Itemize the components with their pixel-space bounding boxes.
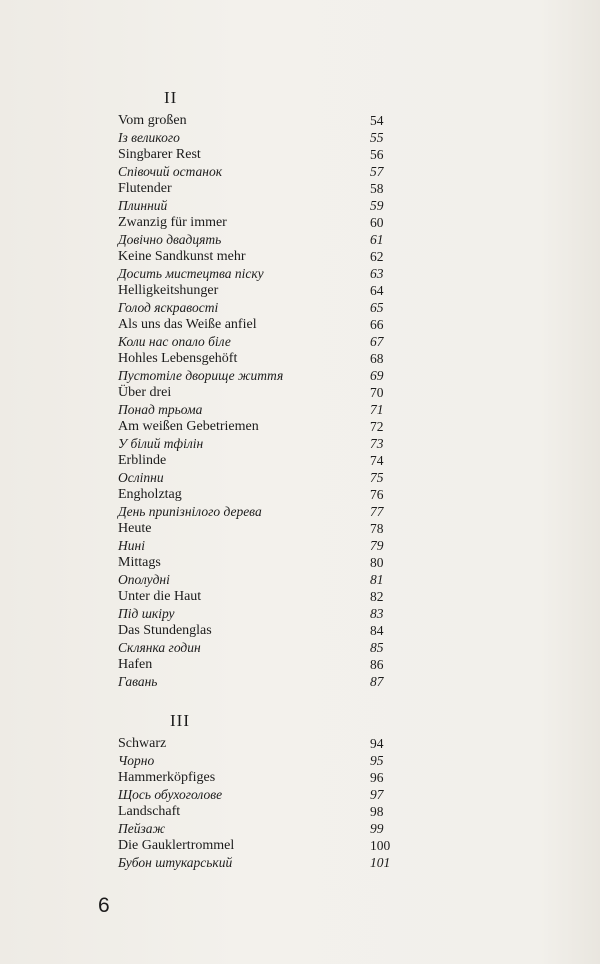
toc-entry: [118, 333, 398, 350]
toc-entry-page: 79: [370, 538, 384, 553]
section-heading-ii: II: [164, 88, 178, 107]
toc-entry-title: Щось обухоголове: [118, 787, 223, 802]
toc-entry-title: День припізнілого дерева: [118, 504, 262, 519]
toc-entry-page: 55: [370, 130, 384, 145]
toc-entry-page: 83: [370, 606, 384, 621]
toc-entry-title: Keine Sandkunst mehr: [118, 249, 246, 264]
toc-entry: [118, 384, 398, 401]
page-number: 6: [98, 894, 110, 917]
toc-entry-page: 76: [370, 487, 384, 502]
toc-entry-title: Коли нас опало біле: [118, 334, 231, 349]
toc-entry-page: 69: [370, 368, 384, 383]
toc-entry: [118, 282, 398, 299]
toc-entry: [118, 854, 398, 871]
toc-entry: [118, 656, 398, 673]
toc-entry-page: 63: [370, 266, 384, 281]
toc-entry-page: 85: [370, 640, 384, 655]
toc-entry-title: Ополудні: [118, 572, 170, 587]
toc-entry-title: Vom großen: [118, 113, 187, 128]
toc-entry: [118, 752, 398, 769]
toc-entry-title: Співочий останок: [118, 164, 223, 179]
toc-entry-page: 82: [370, 589, 384, 604]
toc-entry-page: 99: [370, 821, 384, 836]
toc-list-section-ii: [118, 112, 398, 690]
toc-entry: [118, 299, 398, 316]
toc-entry-title: Hohles Lebensgehöft: [118, 351, 238, 366]
toc-entry-title: Плинний: [118, 198, 168, 213]
toc-entry-title: Das Stundenglas: [118, 623, 212, 638]
toc-entry: [118, 786, 398, 803]
toc-entry: [118, 520, 398, 537]
toc-entry-page: 73: [370, 436, 384, 451]
toc-entry: [118, 537, 398, 554]
toc-entry-page: 59: [370, 198, 384, 213]
toc-entry-title: Erblinde: [118, 453, 167, 468]
toc-entry: [118, 418, 398, 435]
toc-entry: [118, 214, 398, 231]
toc-entry-page: 95: [370, 753, 384, 768]
toc-entry-title: Mittags: [118, 555, 161, 570]
toc-entry-title: Über drei: [118, 385, 172, 400]
toc-entry-title: Zwanzig für immer: [118, 215, 227, 230]
toc-entry-page: 78: [370, 521, 384, 536]
toc-entry-title: Schwarz: [118, 736, 167, 751]
toc-entry-title: Unter die Haut: [118, 589, 202, 604]
toc-entry: [118, 469, 398, 486]
toc-entry: [118, 248, 398, 265]
toc-entry-page: 87: [370, 674, 384, 689]
toc-entry-title: Бубон штукарський: [118, 855, 233, 870]
toc-entry-page: 58: [370, 181, 384, 196]
toc-entry-page: 97: [370, 787, 384, 802]
toc-entry-title: У білий тфілін: [118, 436, 204, 451]
toc-entry: [118, 820, 398, 837]
toc-entry-page: 56: [370, 147, 384, 162]
toc-entry: [118, 735, 398, 752]
toc-entry: [118, 129, 398, 146]
toc-entry-page: 77: [370, 504, 384, 519]
toc-entry-title: Hafen: [118, 657, 153, 672]
toc-entry-page: 86: [370, 657, 384, 672]
toc-entry-page: 80: [370, 555, 384, 570]
toc-entry: [118, 503, 398, 520]
toc-entry: [118, 571, 398, 588]
toc-entry-title: Landschaft: [118, 804, 181, 819]
toc-entry: [118, 163, 398, 180]
toc-entry: [118, 452, 398, 469]
toc-entry-title: Engholztag: [118, 487, 182, 502]
toc-entry: [118, 639, 398, 656]
toc-entry-page: 60: [370, 215, 384, 230]
toc-entry-page: 100: [370, 838, 391, 853]
toc-entry: [118, 112, 398, 129]
toc-entry-page: 72: [370, 419, 384, 434]
toc-entry-title: Голод яскравості: [118, 300, 219, 315]
toc-entry-page: 57: [370, 164, 384, 179]
toc-entry-page: 74: [370, 453, 384, 468]
toc-entry-title: Am weißen Gebetriemen: [118, 419, 259, 434]
toc-entry-title: Singbarer Rest: [118, 147, 201, 162]
toc-entry-page: 71: [370, 402, 384, 417]
toc-entry: [118, 803, 398, 820]
toc-list-section-iii: [118, 735, 398, 871]
toc-entry-page: 84: [370, 623, 384, 638]
toc-entry: [118, 769, 398, 786]
toc-entry-page: 65: [370, 300, 384, 315]
toc-entry-title: Гавань: [118, 674, 158, 689]
toc-entry: [118, 588, 398, 605]
toc-entry: [118, 316, 398, 333]
toc-entry-title: Чорно: [118, 753, 155, 768]
toc-entry-page: 66: [370, 317, 384, 332]
toc-entry-title: Довічно двадцять: [118, 232, 222, 247]
toc-entry-title: Helligkeitshunger: [118, 283, 219, 298]
toc-entry: [118, 265, 398, 282]
toc-entry: [118, 146, 398, 163]
toc-entry-page: 75: [370, 470, 384, 485]
toc-entry: [118, 231, 398, 248]
toc-entry-page: 81: [370, 572, 384, 587]
toc-entry-title: Понад трьома: [118, 402, 203, 417]
toc-entry-title: Die Gauklertrommel: [118, 838, 235, 853]
toc-entry: [118, 622, 398, 639]
toc-entry-page: 98: [370, 804, 384, 819]
toc-entry: [118, 554, 398, 571]
toc-entry: [118, 197, 398, 214]
toc-entry-page: 54: [370, 113, 384, 128]
toc-entry: [118, 435, 398, 452]
toc-entry-page: 67: [370, 334, 384, 349]
section-heading-iii: III: [170, 711, 190, 730]
toc-entry-page: 96: [370, 770, 384, 785]
toc-entry-title: Пустотіле дворище життя: [118, 368, 284, 383]
toc-entry: [118, 401, 398, 418]
toc-entry-page: 68: [370, 351, 384, 366]
toc-entry-title: Із великого: [118, 130, 180, 145]
toc-entry-title: Під шкіру: [118, 606, 175, 621]
toc-entry-title: Осліпни: [118, 470, 164, 485]
toc-entry: [118, 486, 398, 503]
toc-entry-title: Flutender: [118, 181, 172, 196]
toc-entry: [118, 673, 398, 690]
toc-entry: [118, 367, 398, 384]
toc-entry: [118, 605, 398, 622]
toc-entry-page: 94: [370, 736, 384, 751]
toc-entry: [118, 837, 398, 854]
toc-entry: [118, 350, 398, 367]
toc-entry-title: Hammerköpfiges: [118, 770, 216, 785]
toc-entry-title: Досить мистецтва піску: [118, 266, 264, 281]
toc-entry-page: 61: [370, 232, 384, 247]
toc-entry-page: 101: [370, 855, 391, 870]
toc-entry-page: 70: [370, 385, 384, 400]
toc-entry-page: 64: [370, 283, 384, 298]
toc-entry-title: Heute: [118, 521, 152, 536]
toc-entry-title: Нині: [118, 538, 145, 553]
toc-entry: [118, 180, 398, 197]
toc-entry-page: 62: [370, 249, 384, 264]
toc-entry-title: Склянка годин: [118, 640, 201, 655]
toc-entry-title: Als uns das Weiße anfiel: [118, 317, 257, 332]
toc-entry-title: Пейзаж: [118, 821, 166, 836]
